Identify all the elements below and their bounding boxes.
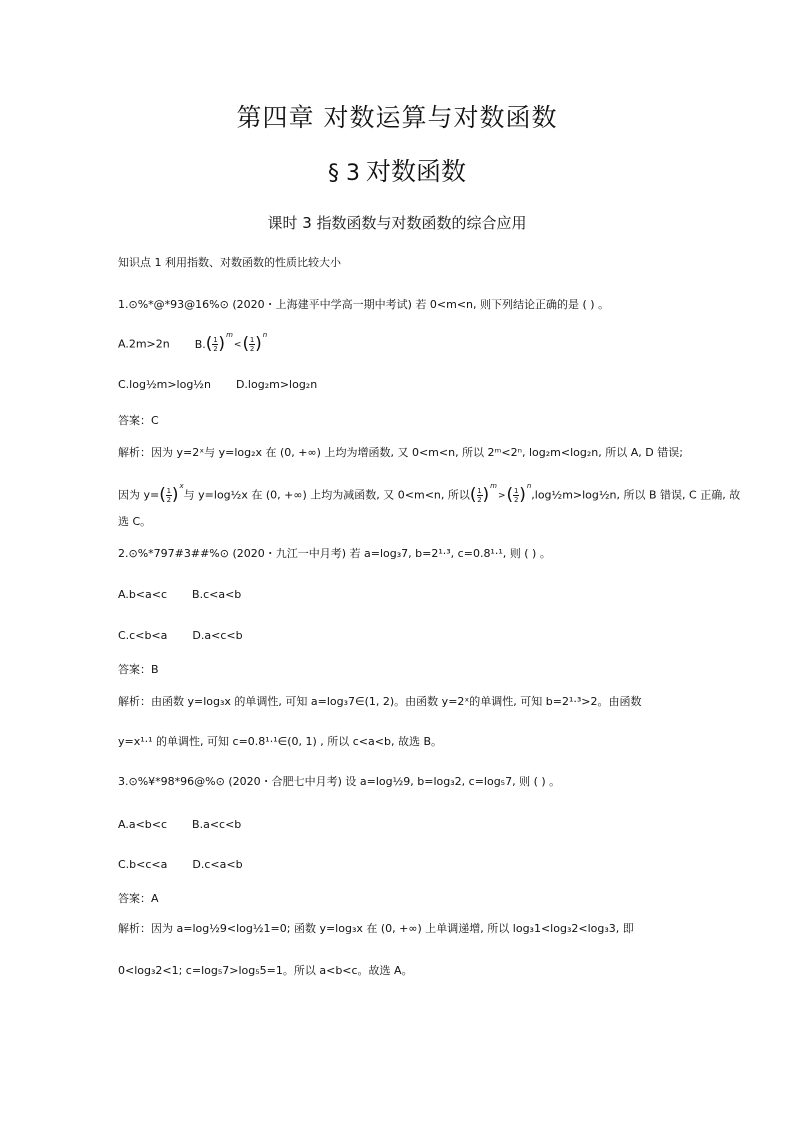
q1-option-a: A.2m>2n <box>118 337 170 351</box>
q2-option-b: B.c<a<b <box>192 588 242 601</box>
q1-options-ab <box>118 330 268 354</box>
q3-option-b: B.a<c<b <box>192 818 242 831</box>
q2-analysis-line1: 解析：由函数 y=log₃x 的单调性, 可知 a=log₃7∈(1, 2)。由函数 y=2ˣ的单调性, 可知 b=2¹·³>2。由函数 <box>118 695 642 708</box>
q1-stem: 1.⊙%*@*93@16%⊙ (2020・上海建平中学高一期中考试) 若 0<m<n, 则下列结论正确的是 ( ) 。 <box>118 298 610 311</box>
section-number: § 3 <box>327 161 360 186</box>
q2-analysis-line2: y=x¹·¹ 的单调性, 可知 c=0.8¹·¹∈(0, 1) , 所以 c<a<b, 故选 B。 <box>118 735 442 748</box>
q1-answer <box>118 414 159 428</box>
q2-answer-value: B <box>151 663 159 676</box>
q3-options-ab <box>118 818 241 832</box>
knowledge-point-heading: 知识点 1 利用指数、对数函数的性质比较大小 <box>118 256 341 269</box>
q1-options-cd <box>118 378 317 392</box>
q2-option-c: C.c<b<a <box>118 629 168 642</box>
q1-analysis-label: 解析： <box>118 446 151 459</box>
q2-answer <box>118 663 159 677</box>
section-title <box>0 152 794 188</box>
q2-answer-label: 答案： <box>118 663 151 676</box>
q3-option-d: D.c<a<b <box>192 858 243 871</box>
q2-option-a: A.b<a<c <box>118 588 168 601</box>
q3-option-a: A.a<b<c <box>118 818 168 831</box>
q1-answer-label: 答案： <box>118 414 151 427</box>
q1-analysis-line1: 解析：因为 y=2ˣ与 y=log₂x 在 (0, +∞) 上均为增函数, 又 0<m<n, 所以 2ᵐ<2ⁿ, log₂m<log₂n, 所以 A, D 错误; <box>118 446 683 459</box>
section-name: 对数函数 <box>365 157 466 186</box>
q2-stem: 2.⊙%*797#3##%⊙ (2020・九江一中月考) 若 a=log₃7, b=2¹·³, c=0.8¹·¹, 则 ( ) 。 <box>118 547 551 560</box>
q3-option-c: C.b<c<a <box>118 858 168 871</box>
q3-answer-value: A <box>151 892 159 905</box>
q1-analysis-formula-2: ( 1 2 ) m > ( 1 2 ) n <box>469 481 532 505</box>
q2-options-ab <box>118 588 241 602</box>
q2-analysis-label: 解析： <box>118 695 151 708</box>
q1-answer-value: C <box>151 414 159 427</box>
q1-option-b-label: B. <box>194 337 206 351</box>
q1-analysis-line2: 因为 y= ( 1 2 ) x 与 y=log½x 在 (0, +∞) 上均为减函数, 又 0<m<n, 所以 ( 1 2 ) m > ( 1 2 ) n ,log½m>log½n, 所以 B 错误, C 正确, 故 <box>118 481 741 505</box>
q3-analysis-line1: 解析：因为 a=log½9<log½1=0; 函数 y=log₃x 在 (0, +∞) 上单调递增, 所以 log₃1<log₃2<log₃3, 即 <box>118 922 634 935</box>
q1-option-b-formula: ( 1 2 ) m < ( 1 2 ) n <box>205 330 268 354</box>
chapter-title: 第四章 对数运算与对数函数 <box>236 103 558 132</box>
q2-option-d: D.a<c<b <box>192 629 243 642</box>
q3-answer-label: 答案： <box>118 892 151 905</box>
q1-analysis-line3: 选 C。 <box>118 515 152 528</box>
q1-option-c: C.log½m>log½n <box>118 378 211 391</box>
q1-analysis-formula-1: ( 1 2 ) x <box>159 481 184 505</box>
q3-stem: 3.⊙%¥*98*96@%⊙ (2020・合肥七中月考) 设 a=log½9, b=log₃2, c=log₅7, 则 ( ) 。 <box>118 775 561 788</box>
q1-option-b <box>194 330 268 354</box>
q2-options-cd <box>118 629 243 643</box>
q3-analysis-label: 解析： <box>118 922 151 935</box>
q3-analysis-line2: 0<log₃2<1; c=log₅7>log₅5=1。所以 a<b<c。故选 A。 <box>118 964 413 977</box>
q3-answer <box>118 892 159 906</box>
lesson-title: 课时 3 指数函数与对数函数的综合应用 <box>267 214 527 232</box>
q1-option-d: D.log₂m>log₂n <box>235 378 318 391</box>
q3-options-cd <box>118 858 243 872</box>
